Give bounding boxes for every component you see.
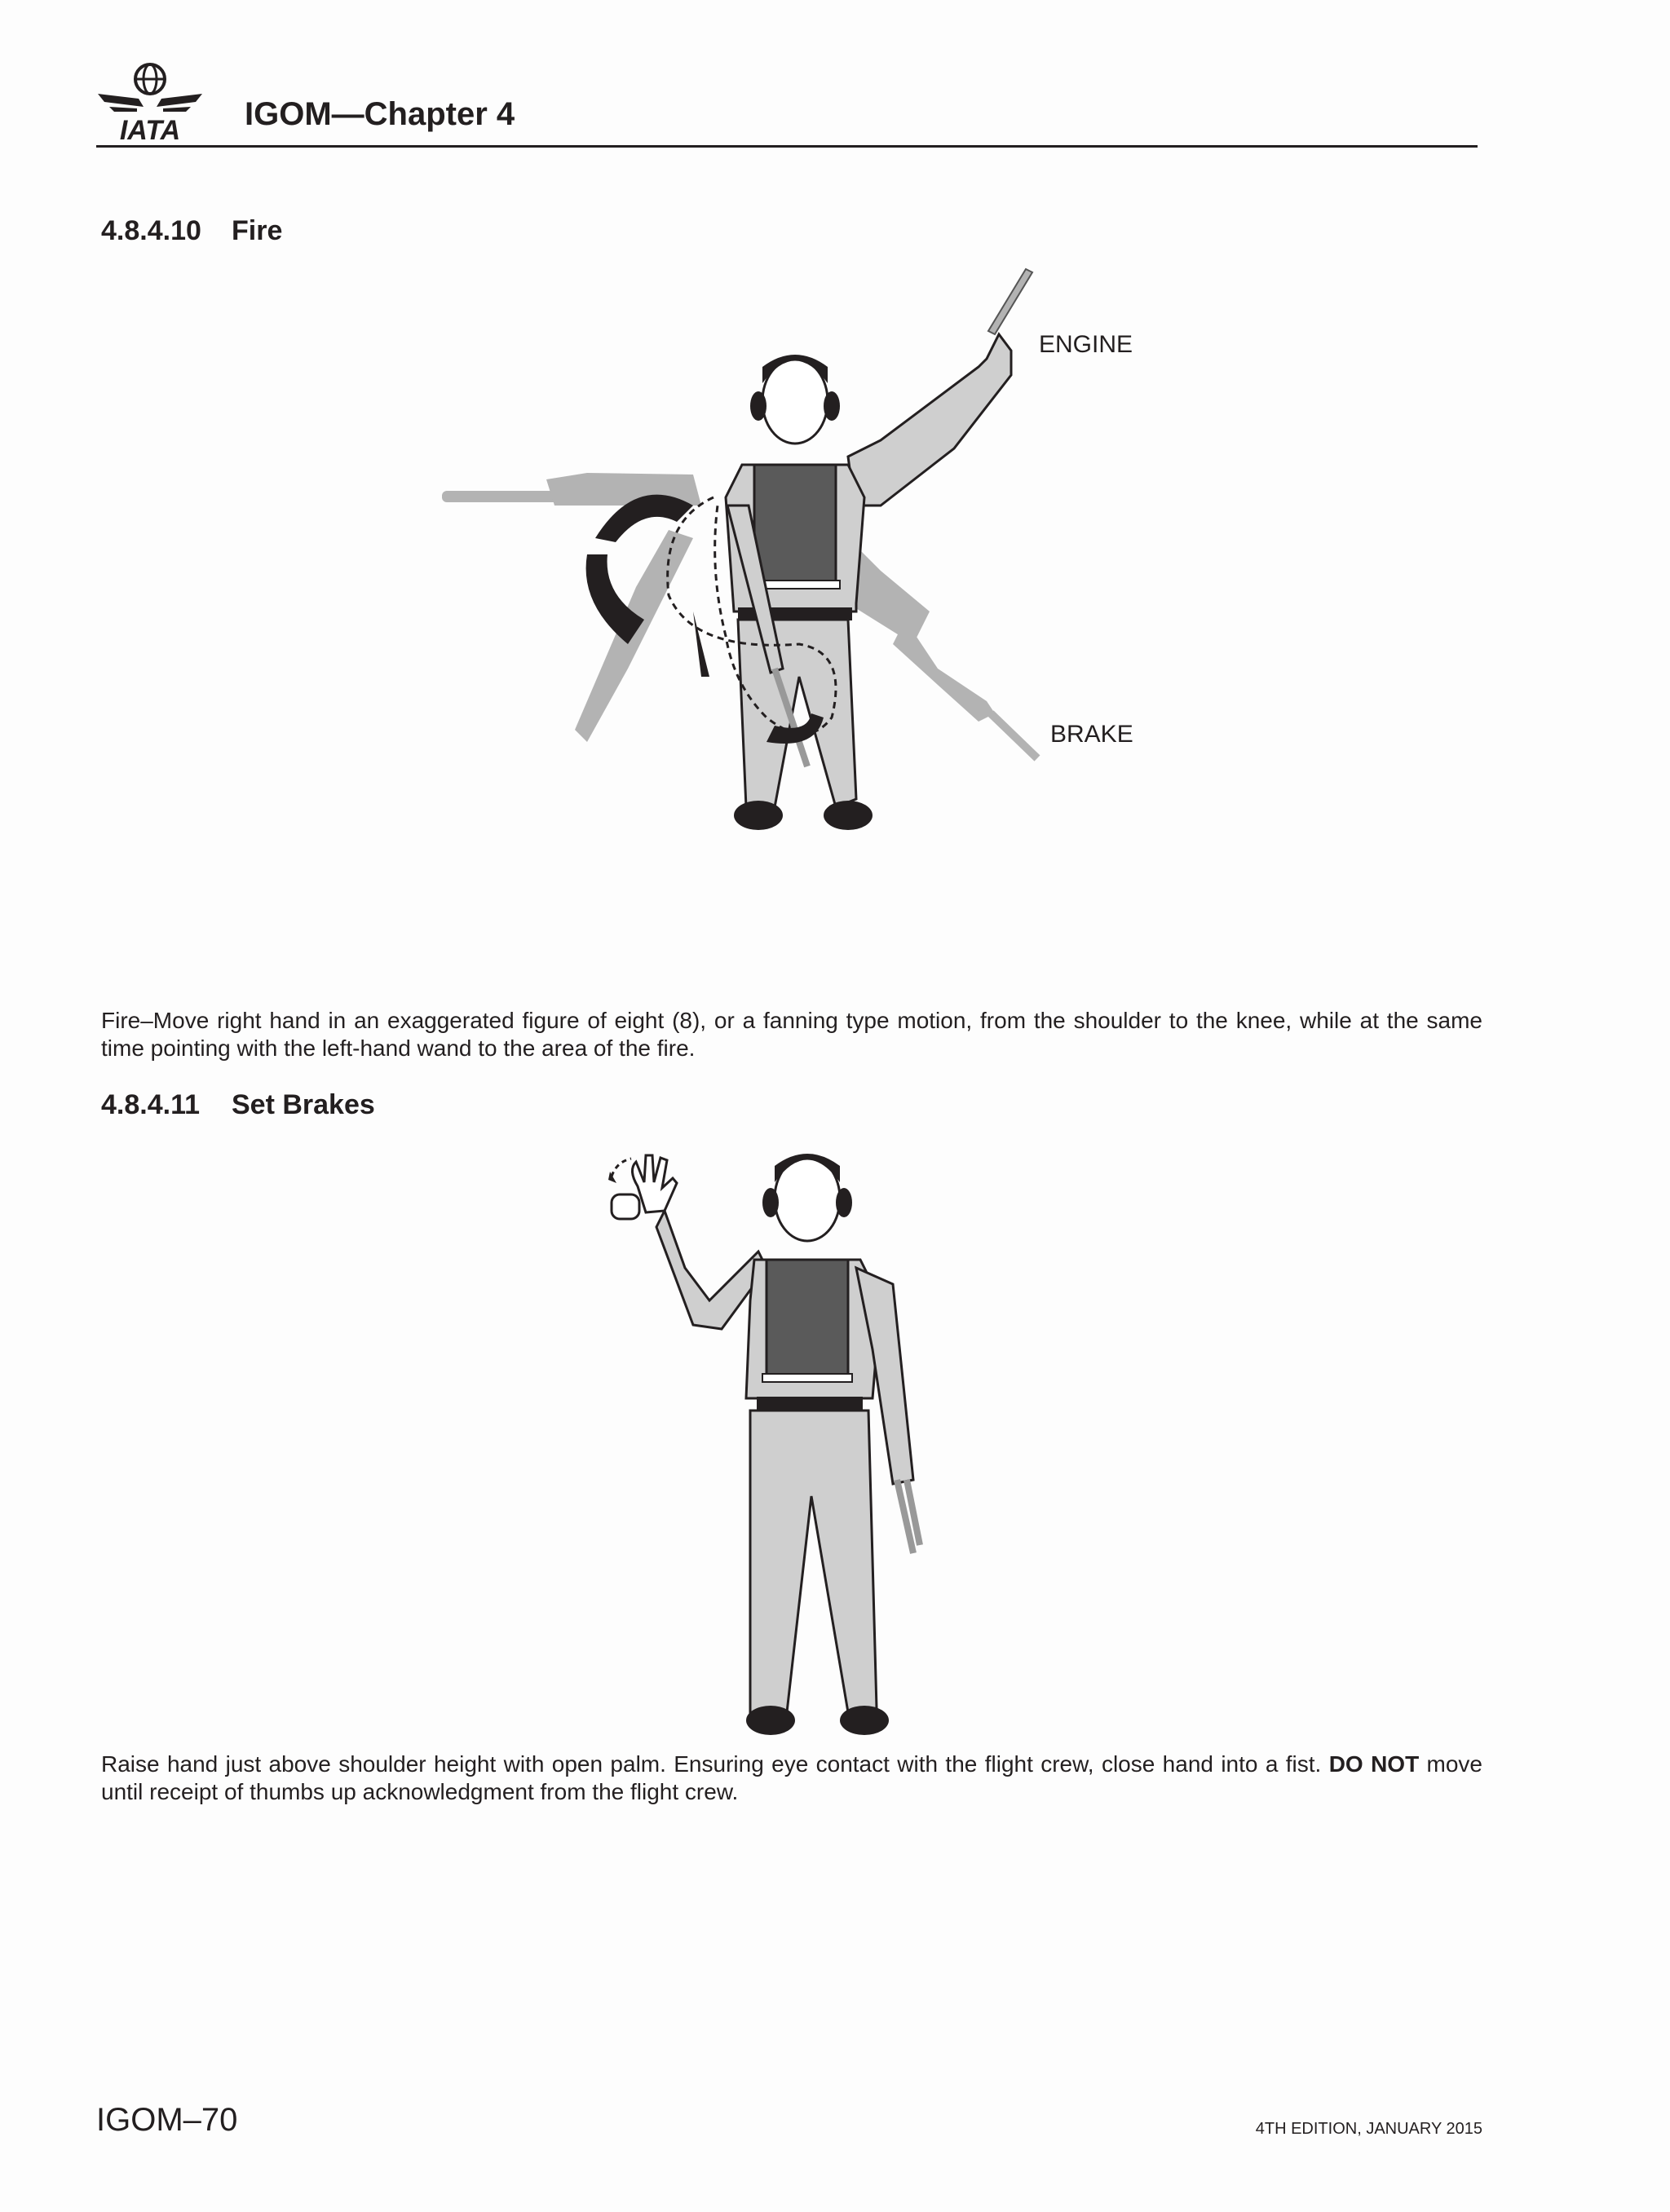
set-brakes-description-text-end: move until receipt of thumbs up acknowledgment from the flight crew. <box>101 1751 1483 1804</box>
set-brakes-signal-figure <box>587 1137 1011 1757</box>
edition-note: 4TH EDITION, JANUARY 2015 <box>1255 2120 1482 2138</box>
svg-text:IATA: IATA <box>119 115 181 143</box>
set-brakes-description-text: Raise hand just above shoulder height with open palm. Ensuring eye contact with the flight crew, close hand into a fist. <box>101 1751 1329 1777</box>
section-number: 4.8.4.10 <box>101 215 201 246</box>
iata-logo <box>96 61 204 143</box>
fire-description: Fire–Move right hand in an exaggerated figure of eight (8), or a fanning type motion, from the shoulder to the knee, while at the same time pointing with the left-hand wand to the area of the fire. <box>101 1008 1482 1061</box>
set-brakes-description <box>101 1751 1482 1806</box>
engine-label: ENGINE <box>1039 331 1133 358</box>
section-title: Set Brakes <box>232 1089 375 1120</box>
section-number: 4.8.4.11 <box>101 1089 201 1120</box>
fire-signal-figure <box>424 261 1174 995</box>
header-divider <box>96 145 1478 148</box>
section-heading-fire <box>101 215 282 247</box>
fire-figure-labels <box>1039 331 1133 748</box>
section-title: Fire <box>232 215 283 246</box>
brake-label: BRAKE <box>1050 721 1133 748</box>
iata-logo-wordmark <box>120 115 180 143</box>
chapter-title: IGOM—Chapter 4 <box>245 96 515 132</box>
section-heading-set-brakes <box>101 1089 375 1121</box>
page-number: IGOM–70 <box>96 2102 238 2138</box>
do-not-emphasis: DO NOT <box>1328 1751 1420 1777</box>
